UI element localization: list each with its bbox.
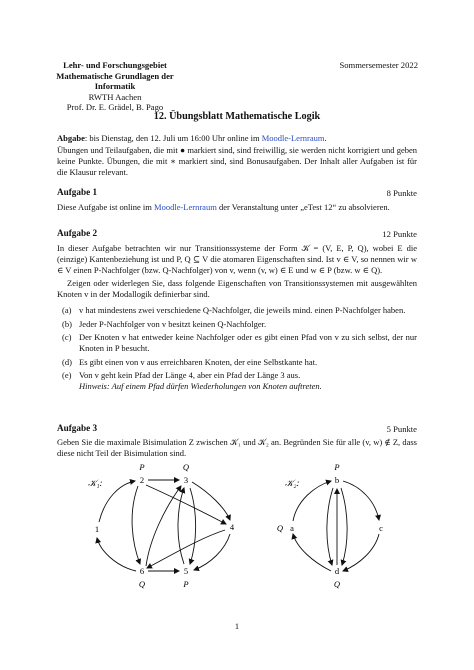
exercise-2-points: 12 Punkte: [382, 229, 417, 239]
moodle-link-2[interactable]: Moodle-Lernraum: [154, 202, 217, 212]
node-c: c: [379, 523, 383, 533]
submission-text: : bis Dienstag, den 12. Juli um 16:00 Uhr online im: [84, 133, 262, 143]
node-1: 1: [94, 524, 100, 534]
university-name: RWTH Aachen: [88, 91, 142, 102]
exercise-1-points: 8 Punkte: [386, 188, 417, 198]
semester-label: Sommersemester 2022: [339, 60, 418, 70]
page-title: 12. Übungsblatt Mathematische Logik: [153, 111, 321, 122]
item-text: Es gibt einen von v aus erreichbaren Knoten, der eine Selbstkante hat.: [79, 356, 318, 367]
exercise-1-text: [57, 202, 417, 213]
exercise-3-points: 5 Punkte: [386, 424, 417, 434]
item-text: v hat mindestens zwei verschiedene Q-Nachfolger, die jeweils mind. einen P-Nachfolger haben.: [79, 305, 406, 315]
edge-b-d-right: [341, 488, 347, 565]
node-d: d: [334, 566, 340, 576]
exercise-2-intro: In dieser Aufgabe betrachten wir nur Transitionssysteme der Form 𝒦 = (V, E, P, Q), wobei E die (einzige) Kantenbeziehung ist und P, Q ⊆ V die atomaren Eigenschaften sind. Ist v ∈ V, so nennen wir w ∈ V einen P-Nachfolger (bzw. Q-Nachfolger) von v, wenn (v, w) ∈ E und w ∈ P (bzw. w ∈ Q).: [57, 243, 417, 275]
edge-3-4: [192, 482, 230, 520]
edge-b-c: [343, 481, 379, 520]
item-text: Jeder P-Nachfolger von v besitzt keinen Q-Nachfolger.: [79, 318, 267, 329]
item-text: Von v geht kein Pfad der Länge 4, aber ein Pfad der Länge 3 aus.: [79, 370, 301, 380]
item-hint: [79, 381, 417, 392]
submission-label: Abgabe: [57, 133, 85, 143]
item-label: (b): [62, 318, 72, 329]
edge-2-6: [132, 486, 140, 564]
submission-end: .: [324, 133, 327, 143]
institute-name: Lehr- und Forschungsgebiet: [63, 60, 167, 70]
node-3: 3: [183, 475, 189, 485]
node-3-prop: Q: [182, 462, 190, 472]
edge-1-2: [99, 481, 135, 522]
graph-k1: [80, 458, 250, 593]
lecturers: Prof. Dr. E. Grädel, B. Pago: [66, 102, 164, 113]
graph-k2-label: 𝒦₂:: [285, 478, 300, 488]
node-5-prop: P: [183, 579, 189, 589]
page-number: 1: [234, 622, 240, 631]
node-6: 6: [139, 566, 145, 576]
edge-2-4: [146, 485, 226, 524]
node-4: 4: [229, 522, 235, 532]
exercise-2-items: [57, 305, 417, 395]
edge-b-d-left: [327, 488, 333, 565]
edge-c-d: [343, 534, 379, 571]
node-b: b: [334, 475, 340, 485]
node-a: a: [290, 523, 294, 533]
intro-paragraph: Übungen und Teilaufgaben, die mit ● markiert sind, sind freiwillig, sie werden nicht korrigiert und geben keine Punkte. Übungen, die mit ∗ markiert sind, sind Bonusaufgaben. Der Inhalt aller Aufgaben ist für die Klausur relevant.: [57, 145, 417, 177]
exercise-2-lead: Zeigen oder widerlegen Sie, dass folgende Eigenschaften von Transitionssystemen mit ausgewählten Knoten v in der Modallogik definierbar sind.: [57, 278, 417, 299]
item-label: (c): [62, 332, 72, 342]
list-item: [57, 305, 417, 316]
edge-6-1: [97, 538, 136, 571]
list-item: [57, 370, 417, 392]
node-2-prop: P: [139, 462, 145, 472]
graph-k1-label: 𝒦₁:: [88, 478, 103, 488]
edge-6-3: [146, 486, 181, 566]
node-b-prop: P: [334, 462, 340, 472]
moodle-link[interactable]: Moodle-Lernraum: [261, 133, 325, 143]
exercise-3-title: Aufgabe 3: [57, 423, 98, 433]
node-2: 2: [139, 475, 145, 485]
edge-4-6: [147, 530, 225, 568]
hint-label: Hinweis:: [79, 381, 110, 391]
item-label: (e): [62, 370, 72, 380]
edge-5-3: [178, 488, 184, 564]
hint-text: Auf einem Pfad dürfen Wiederholungen von Knoten auftreten.: [109, 381, 322, 391]
institute-header: [40, 60, 190, 113]
list-item: [57, 332, 417, 354]
exercise-1-text-b: der Veranstaltung unter „eTest 12“ zu absolvieren.: [216, 202, 390, 212]
edge-3-5: [190, 488, 196, 564]
exercise-1-title: Aufgabe 1: [57, 187, 98, 197]
list-item: [57, 319, 417, 330]
exercise-2-title: Aufgabe 2: [57, 228, 98, 238]
edge-4-5: [194, 534, 230, 570]
item-label: (a): [62, 305, 72, 315]
node-6-prop: Q: [138, 579, 146, 589]
item-label: (d): [62, 356, 72, 367]
institute-subname: Mathematische Grundlagen der Informatik: [56, 70, 174, 92]
exercise-3-text: Geben Sie die maximale Bisimulation Z zwischen 𝒦₁ und 𝒦₂ an. Begründen Sie für alle (v, w) ∉ Z, dass diese nicht Teil der Bisimulation sind.: [57, 437, 417, 458]
node-d-prop: Q: [333, 579, 341, 589]
item-text: Der Knoten v hat entweder keine Nachfolger oder es gibt einen Pfad von v zu sich selbst, der nur Knoten in P besucht.: [79, 332, 417, 353]
list-item: [57, 357, 417, 368]
graph-k2: [275, 458, 405, 593]
node-5: 5: [183, 566, 189, 576]
node-a-prop: Q: [276, 523, 284, 533]
exercise-1-text-a: Diese Aufgabe ist online im: [57, 202, 155, 212]
submission-info: [57, 133, 417, 144]
edge-d-a: [293, 534, 331, 571]
